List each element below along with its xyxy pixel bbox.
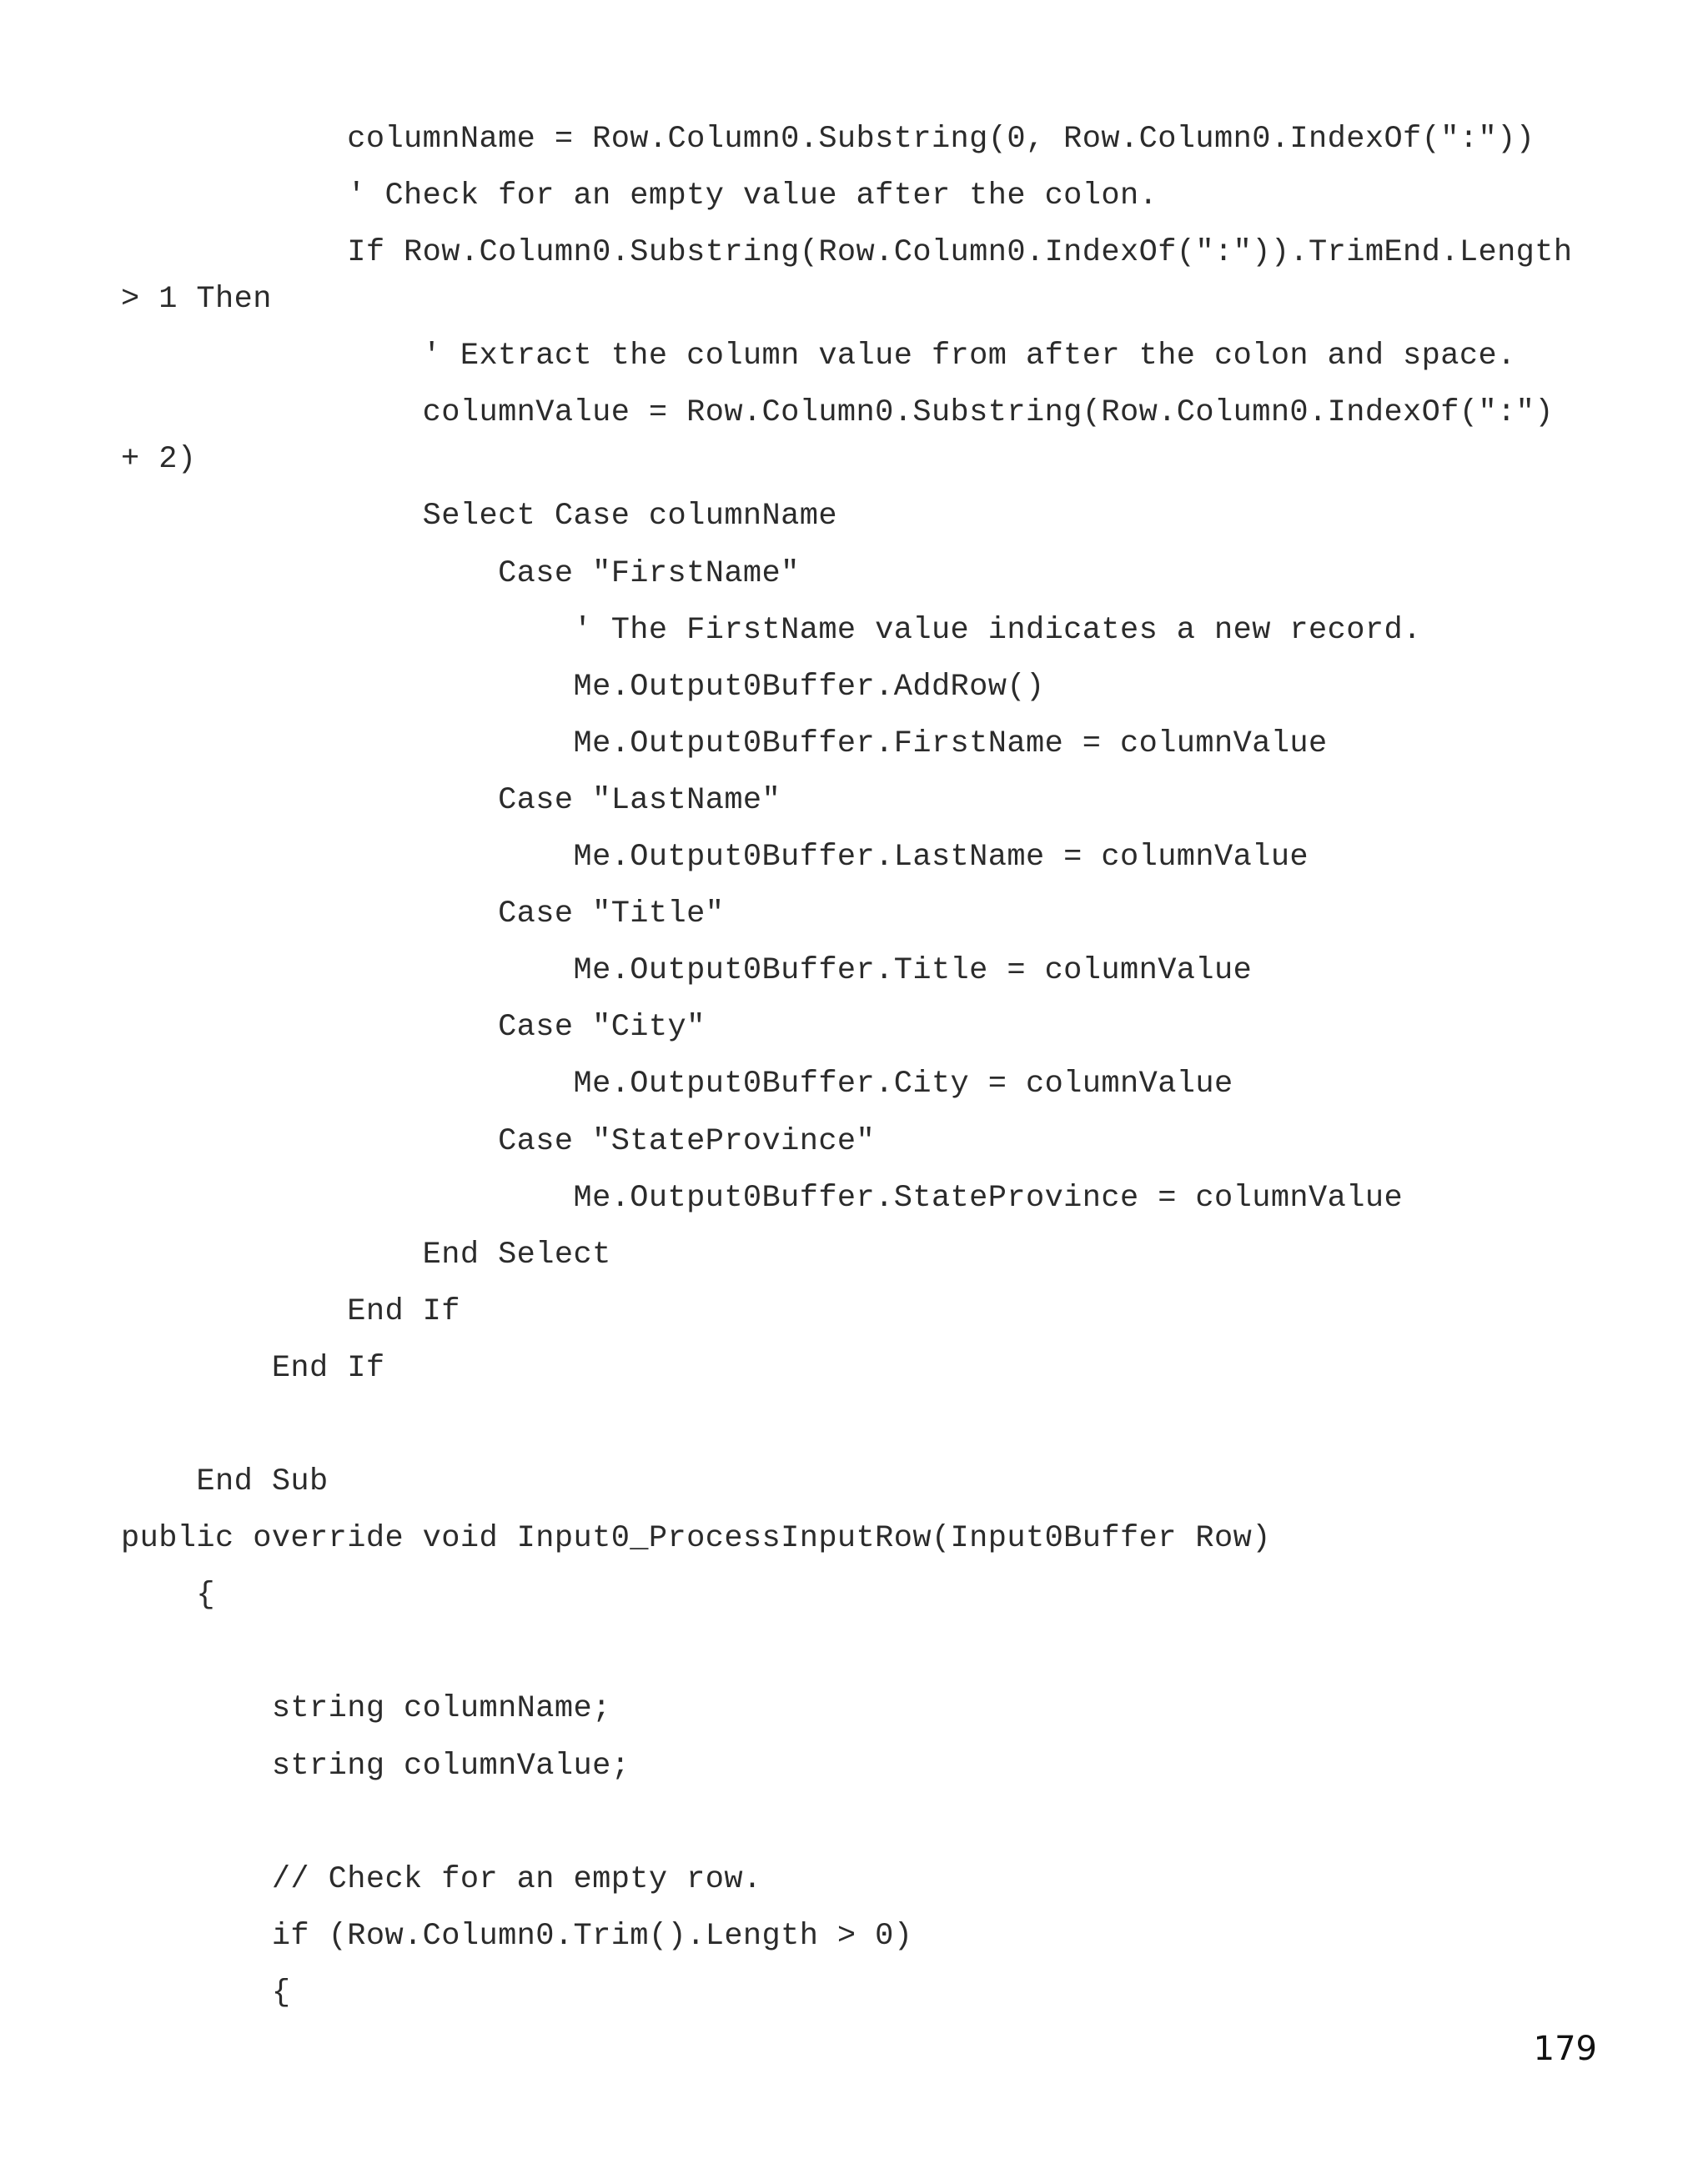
code-line: if (Row.Column0.Trim().Length > 0) — [121, 1918, 913, 1954]
code-line: + 2) — [121, 442, 197, 478]
code-line: Me.Output0Buffer.Title = columnValue — [121, 953, 1253, 989]
code-line: If Row.Column0.Substring(Row.Column0.IndexOf(":")).TrimEnd.Length — [121, 235, 1573, 271]
code-line: // Check for an empty row. — [121, 1861, 762, 1897]
code-line: Case "StateProvince" — [121, 1123, 876, 1159]
code-line: Me.Output0Buffer.City = columnValue — [121, 1067, 1233, 1102]
code-line: Me.Output0Buffer.FirstName = columnValue — [121, 725, 1328, 761]
code-line: { — [121, 1578, 216, 1614]
code-line: End Select — [121, 1237, 611, 1273]
code-line: > 1 Then — [121, 282, 272, 318]
code-line: Me.Output0Buffer.LastName = columnValue — [121, 840, 1309, 876]
code-line: public override void Input0_ProcessInputRow(Input0Buffer Row) — [121, 1521, 1271, 1557]
code-line: Select Case columnName — [121, 499, 837, 535]
code-line: columnValue = Row.Column0.Substring(Row.Column0.IndexOf(":") — [121, 395, 1554, 431]
code-listing — [121, 117, 1605, 2027]
code-line — [121, 1629, 1605, 1686]
code-line: ' The FirstName value indicates a new record. — [121, 612, 1422, 648]
code-line: Case "City" — [121, 1010, 706, 1046]
code-line — [121, 1800, 1605, 1857]
code-line: { — [121, 1975, 291, 2011]
code-line: Case "Title" — [121, 896, 725, 932]
code-line: ' Extract the column value from after the colon and space. — [121, 339, 1516, 374]
code-line: Case "FirstName" — [121, 555, 800, 591]
code-line: End If — [121, 1350, 385, 1386]
code-line: Case "LastName" — [121, 782, 781, 818]
code-line: ' Check for an empty value after the colon. — [121, 178, 1158, 214]
code-line: Me.Output0Buffer.StateProvince = columnValue — [121, 1180, 1404, 1216]
page-number: 179 — [1533, 2030, 1597, 2068]
code-line: string columnValue; — [121, 1748, 630, 1784]
code-line: columnName = Row.Column0.Substring(0, Row.Column0.IndexOf(":")) — [121, 122, 1535, 157]
code-line: Me.Output0Buffer.AddRow() — [121, 669, 1045, 705]
code-line — [121, 1403, 1605, 1459]
code-line: string columnName; — [121, 1691, 611, 1727]
code-line: End Sub — [121, 1464, 329, 1500]
code-line: End If — [121, 1293, 460, 1329]
